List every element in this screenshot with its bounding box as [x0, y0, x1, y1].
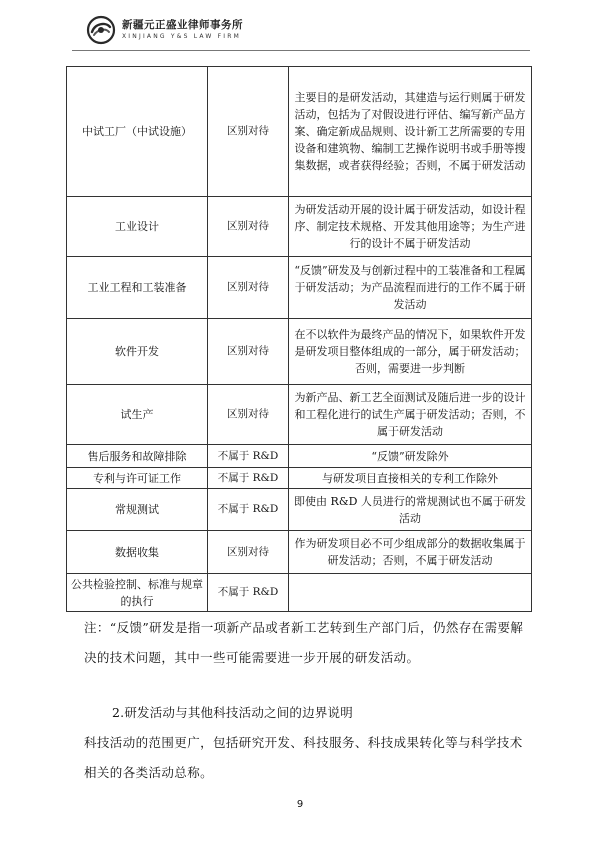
activity-cell: 工业设计 — [67, 197, 208, 257]
table-row — [67, 489, 532, 531]
table-row — [67, 197, 532, 257]
rule-cell: “反馈”研发及与创新过程中的工装准备和工程属于研发活动；为产品流程而进行的工作不属于研发活动 — [289, 257, 532, 319]
treatment-cell: 区别对待 — [208, 319, 289, 385]
activity-cell: 工业工程和工装准备 — [67, 257, 208, 319]
treatment-cell: 不属于 R&D — [208, 445, 289, 468]
table-row — [67, 445, 532, 468]
table-row — [67, 385, 532, 445]
table-row — [67, 257, 532, 319]
section-heading: 2.研发活动与其他科技活动之间的边界说明 — [112, 705, 353, 720]
activity-cell: 专利与许可证工作 — [67, 468, 208, 489]
activity-cell: 公共检验控制、标准与规章的执行 — [67, 574, 208, 612]
activity-cell: 试生产 — [67, 385, 208, 445]
rule-cell — [289, 574, 532, 612]
activity-cell: 数据收集 — [67, 531, 208, 574]
company-name-en: XINJIANG Y&S LAW FIRM — [122, 32, 241, 40]
rule-cell: 与研发项目直接相关的专利工作除外 — [289, 468, 532, 489]
activity-cell: 中试工厂（中试设施） — [67, 67, 208, 197]
rule-cell: 为研发活动开展的设计属于研发活动，如设计程序、制定技术规格、开发其他用途等；为生产进行的设计不属于研发活动 — [289, 197, 532, 257]
table-row — [67, 67, 532, 197]
table-row — [67, 468, 532, 489]
activity-cell: 常规测试 — [67, 489, 208, 531]
page-number: 9 — [296, 799, 304, 810]
table-row — [67, 574, 532, 612]
treatment-cell: 区别对待 — [208, 67, 289, 197]
header-divider — [72, 50, 530, 51]
rule-cell: 在不以软件为最终产品的情况下，如果软件开发是研发项目整体组成的一部分，属于研发活动；否则，需要进一步判断 — [289, 319, 532, 385]
rule-cell: “反馈”研发除外 — [289, 445, 532, 468]
treatment-cell: 不属于 R&D — [208, 574, 289, 612]
rule-cell: 作为研发项目必不可少组成部分的数据收集属于研发活动；否则，不属于研发活动 — [289, 531, 532, 574]
rd-boundary-table — [66, 66, 532, 612]
page-header — [86, 12, 243, 48]
activity-cell: 软件开发 — [67, 319, 208, 385]
body-paragraph: 科技活动的范围更广，包括研究开发、科技服务、科技成果转化等与科学技术相关的各类活动总称。 — [84, 735, 523, 780]
circular-swirl-logo-icon — [86, 15, 116, 45]
treatment-cell: 区别对待 — [208, 385, 289, 445]
treatment-cell: 区别对待 — [208, 531, 289, 574]
table-row — [67, 319, 532, 385]
treatment-cell: 区别对待 — [208, 197, 289, 257]
table-row — [67, 531, 532, 574]
rule-cell: 为新产品、新工艺全面测试及随后进一步的设计和工程化进行的试生产属于研发活动；否则，不属于研发活动 — [289, 385, 532, 445]
table-note: 注：“反馈”研发是指一项新产品或者新工艺转到生产部门后，仍然存在需要解决的技术问题，其中一些可能需要进一步开展的研发活动。 — [84, 620, 524, 665]
treatment-cell: 不属于 R&D — [208, 468, 289, 489]
treatment-cell: 不属于 R&D — [208, 489, 289, 531]
rule-cell: 主要目的是研发活动，其建造与运行则属于研发活动，包括为了对假设进行评估、编写新产品方案、确定新成品规则、设计新工艺所需要的专用设备和建筑物、编制工艺操作说明书或手册等搜集数据，或者获得经验；否则，不属于研发活动 — [289, 67, 532, 197]
company-name-cn: 新疆元正盛业律师事务所 — [122, 19, 243, 32]
activity-cell: 售后服务和故障排除 — [67, 445, 208, 468]
rule-cell: 即使由 R&D 人员进行的常规测试也不属于研发活动 — [289, 489, 532, 531]
treatment-cell: 区别对待 — [208, 257, 289, 319]
